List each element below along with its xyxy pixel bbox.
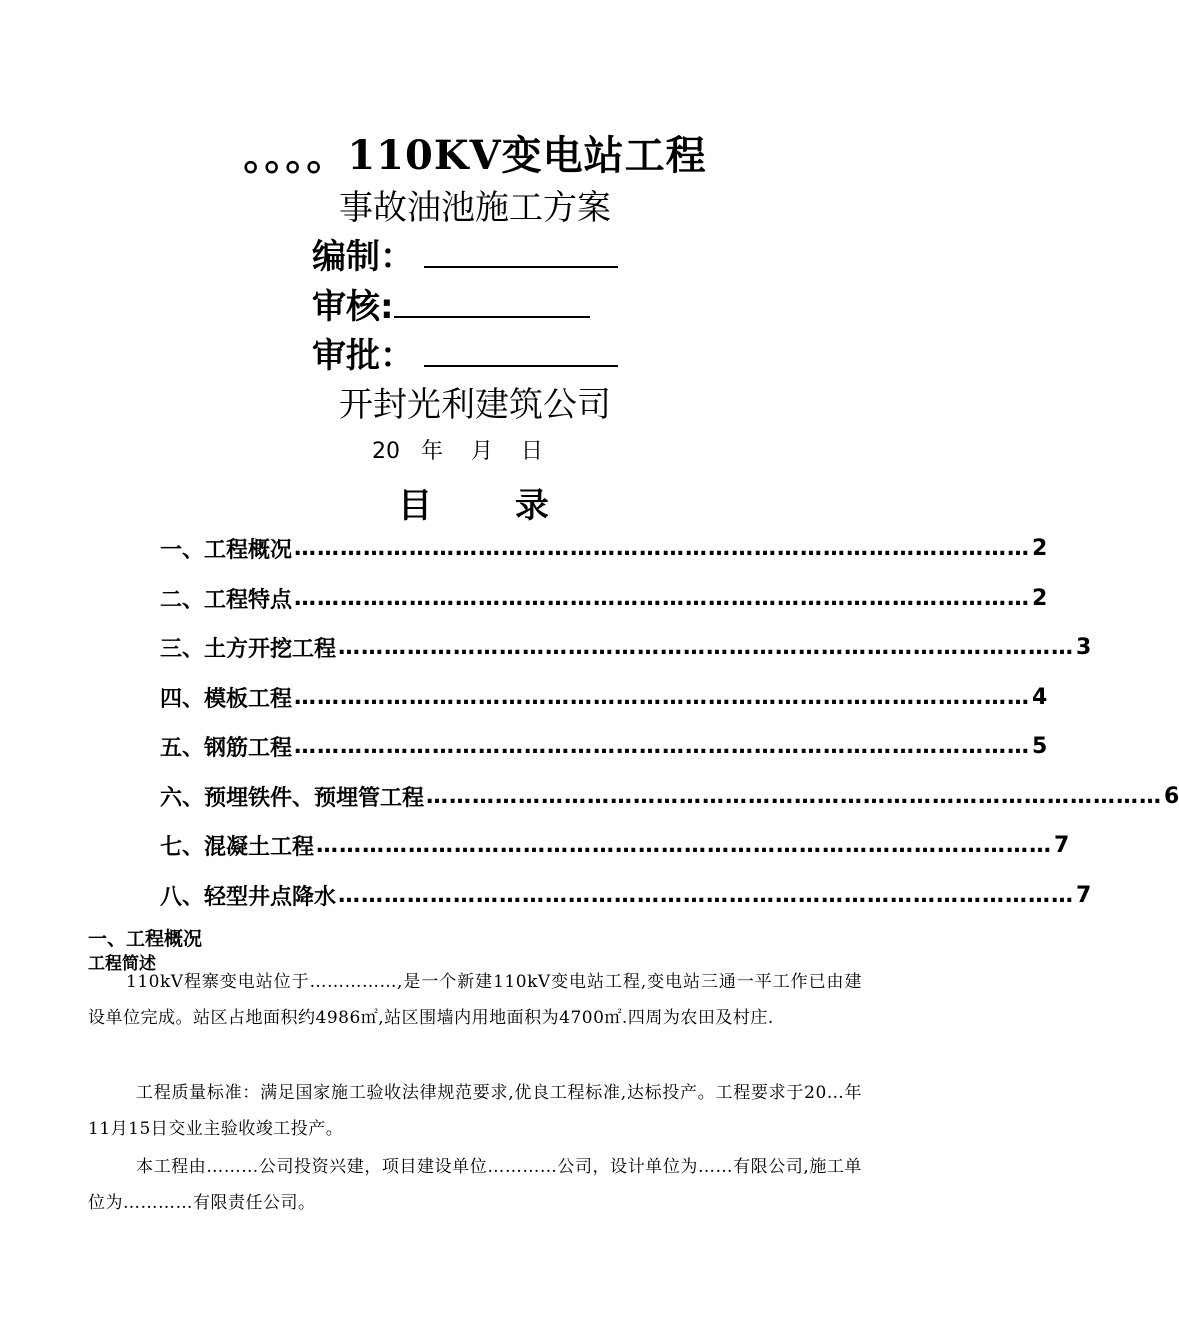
toc-leader-dots: …………………………………………………………………………………… [294,535,1031,561]
toc-entry-label: 七、混凝土工程 [160,834,315,860]
toc-heading: 目 录 [398,486,549,526]
toc-entry-page: 7 [1054,832,1070,858]
toc-leader-dots: …………………………………………………………………………………… [338,634,1075,660]
signature-review-label: 审核: [312,287,394,327]
signature-compile [312,229,618,278]
toc-entry-label: 八、轻型井点降水 [160,884,337,910]
toc-entry-page: 5 [1032,733,1048,759]
toc-entry-label: 三、土方开挖工程 [160,636,337,662]
toc-entry[interactable] [160,532,1048,564]
document-title: 。。。。110KV变电站工程 [243,132,707,179]
toc-leader-dots: …………………………………………………………………………………… [294,684,1031,710]
toc-entry[interactable] [160,631,1092,663]
signature-compile-label: 编制： [312,237,414,277]
toc-entry-page: 2 [1032,585,1048,611]
section-heading: 一、工程概况 [88,928,203,950]
company-name: 开封光利建筑公司 [339,385,611,425]
toc-entry-label: 二、工程特点 [160,587,293,613]
toc-entry-page: 2 [1032,535,1048,561]
body-paragraph: 工程质量标准：满足国家施工验收法律规范要求,优良工程标准,达标投产。工程要求于20…年11月15日交业主验收竣工投产。 [88,1083,862,1139]
toc-entry[interactable] [160,780,1179,812]
toc-entry-page: 7 [1076,882,1092,908]
toc-entry[interactable] [160,582,1048,614]
toc-leader-dots: …………………………………………………………………………………… [294,733,1031,759]
toc-leader-dots: …………………………………………………………………………………… [338,882,1075,908]
toc-leader-dots: …………………………………………………………………………………… [426,783,1163,809]
toc-entry-page: 6 [1164,783,1179,809]
toc-leader-dots: …………………………………………………………………………………… [316,832,1053,858]
body-paragraph: 110kV程寨变电站位于……………,是一个新建110kV变电站工程,变电站三通一平工作已由建设单位完成。站区占地面积约4986㎡,站区围墙内用地面积为4700㎡.四周为农田及村庄. [88,972,862,1028]
signature-approve-label: 审批： [312,336,414,376]
section-subheading: 工程简述 [88,954,156,974]
signature-review-blank[interactable] [394,284,590,318]
signature-review [312,279,590,328]
body-paragraph: 本工程由………公司投资兴建，项目建设单位…………公司，设计单位为……有限公司,施工单位为…………有限责任公司。 [88,1157,862,1213]
toc-entry-label: 四、模板工程 [160,686,293,712]
toc-entry[interactable] [160,681,1048,713]
signature-compile-blank[interactable] [424,234,618,268]
document-subtitle: 事故油池施工方案 [339,188,611,228]
toc-entry-label: 一、工程概况 [160,537,293,563]
toc-entry[interactable] [160,879,1092,911]
toc-entry-page: 4 [1032,684,1048,710]
signature-approve-blank[interactable] [424,333,618,367]
toc-entry[interactable] [160,829,1070,861]
toc-entry-label: 六、预埋铁件、预埋管工程 [160,785,425,811]
toc-leader-dots: …………………………………………………………………………………… [294,585,1031,611]
toc-entry-page: 3 [1076,634,1092,660]
signature-approve [312,328,618,377]
toc-entry-label: 五、钢筋工程 [160,735,293,761]
document-date: 20 年 月 日 [372,439,543,464]
toc-entry[interactable] [160,730,1048,762]
